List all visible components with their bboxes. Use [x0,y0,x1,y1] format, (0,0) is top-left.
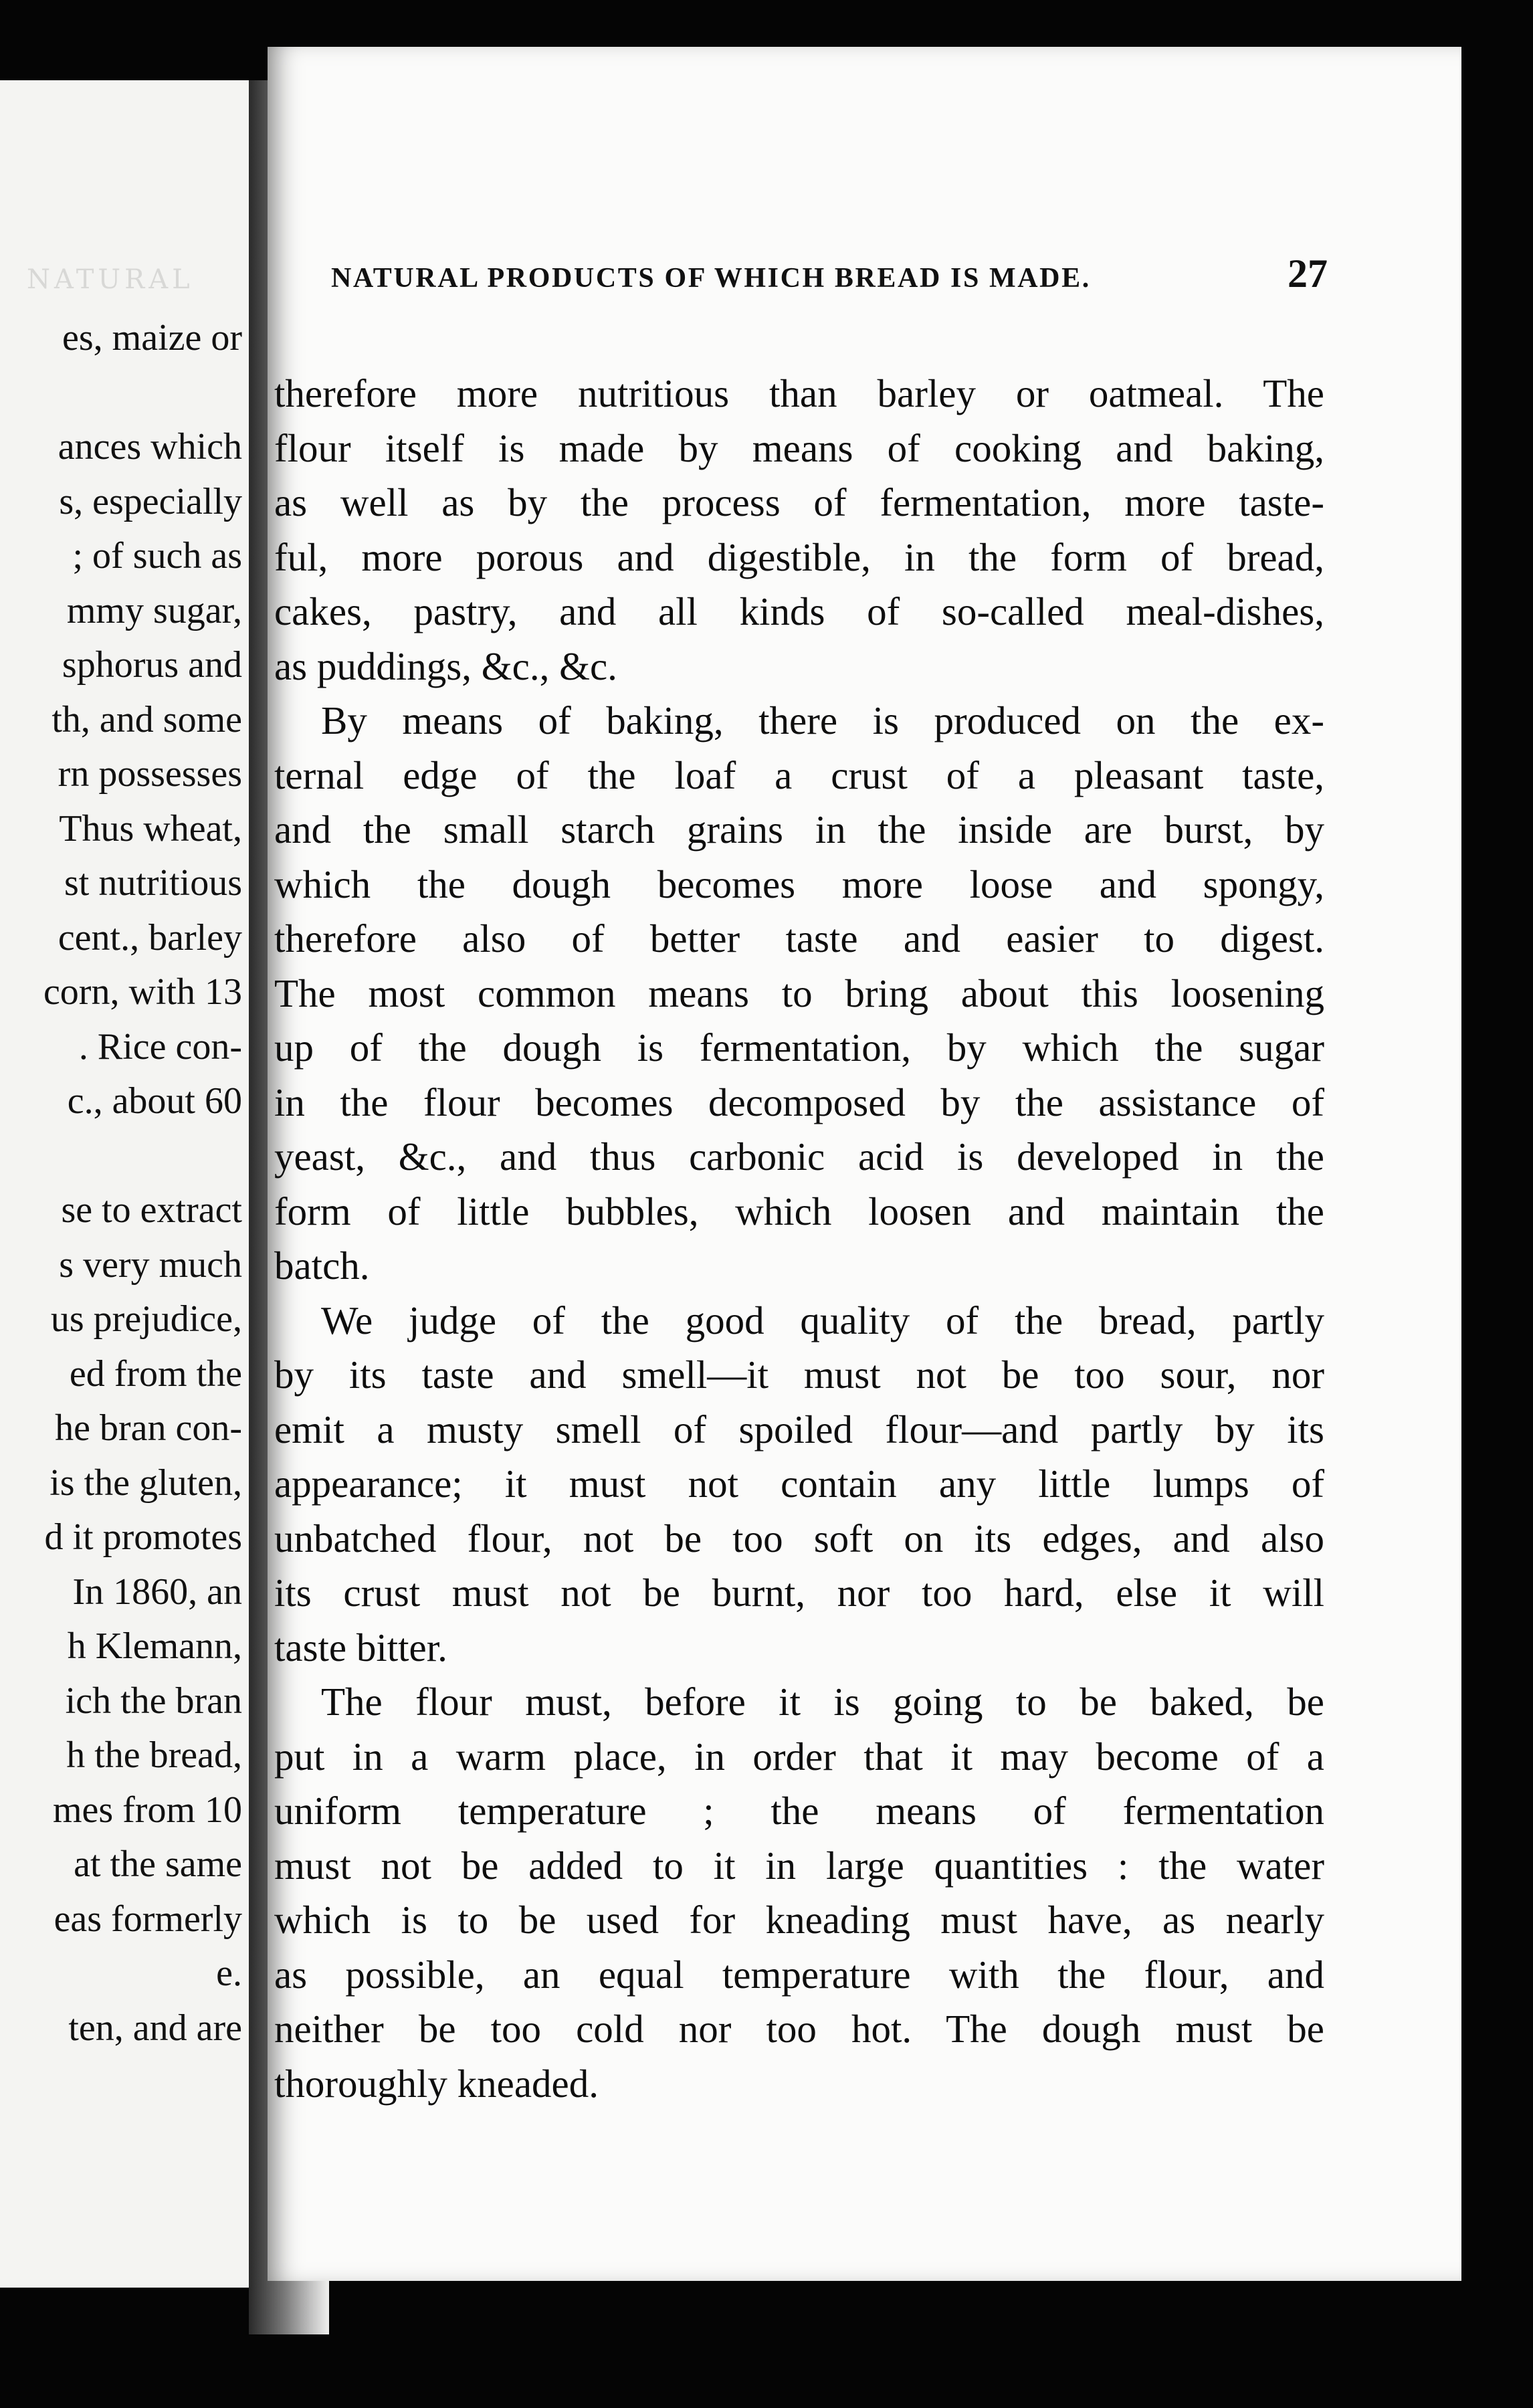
left-page-line: he bran con- [55,1407,242,1449]
text-line: must not be added to it in large quantities : the water [274,1843,1324,1888]
text-line: The flour must, before it is going to be baked, be [321,1680,1324,1724]
text-line: neither be too cold nor too hot. The dough must be [274,2007,1324,2051]
left-page-line: corn, with 13 [43,971,242,1013]
left-page-line: sphorus and [62,644,242,686]
left-page-line: mmy sugar, [66,589,242,631]
left-page-line: st nutritious [64,862,242,904]
left-page-line: es, maize or [62,317,242,359]
text-line: thoroughly kneaded. [274,2061,599,2106]
text-line: appearance; it must not contain any little lumps of [274,1462,1324,1506]
left-page-line: ich the bran [65,1680,242,1722]
left-page-line: eas formerly [54,1898,242,1940]
text-line: yeast, &c., and thus carbonic acid is developed in the [274,1134,1324,1179]
text-line: in the flour becomes decomposed by the assistance of [274,1080,1324,1124]
text-line: by its taste and smell—it must not be too sour, nor [274,1352,1324,1397]
text-line: as well as by the process of fermentation, more taste- [274,480,1324,524]
paragraph [274,1294,1324,1676]
text-line: as puddings, &c., &c. [274,643,617,688]
text-line: form of little bubbles, which loosen and maintain the [274,1189,1324,1233]
previous-page-fragment [0,80,254,2288]
text-line: and the small starch grains in the inside are burst, by [274,807,1324,851]
left-page-line: mes from 10 [52,1789,242,1831]
left-page-line: rn possesses [58,753,242,795]
text-line: taste bitter. [274,1625,447,1670]
left-page-line: . Rice con- [78,1025,242,1068]
left-page-line: s very much [59,1243,242,1286]
left-page-line: s, especially [59,480,242,522]
text-line: emit a musty smell of spoiled flour—and partly by its [274,1407,1324,1451]
left-page-ghost-header: NATURAL [27,264,194,295]
text-line: We judge of the good quality of the bread, partly [321,1298,1324,1342]
left-page-text-column [43,311,242,2055]
paragraph [274,367,1324,694]
left-page-line: e. [216,1952,242,1994]
left-page-line: us prejudice, [50,1298,242,1340]
text-line: which is to be used for kneading must have, as nearly [274,1898,1324,1942]
left-page-line: se to extract [61,1189,242,1231]
left-page-line: d it promotes [44,1516,242,1558]
left-page-line: c., about 60 [67,1080,242,1122]
left-page-line: cent., barley [58,916,242,959]
text-line: batch. [274,1243,370,1288]
left-page-line [43,366,242,421]
text-line: as possible, an equal temperature with the flour, and [274,1952,1324,1997]
text-line: its crust must not be burnt, nor too hard, else it will [274,1571,1324,1615]
left-page-line: is the gluten, [49,1462,242,1504]
text-line: uniform temperature ; the means of fermentation [274,1789,1324,1833]
text-line: The most common means to bring about this loosening [274,971,1324,1015]
left-page-line: at the same [74,1843,242,1885]
paragraph [274,1675,1324,2111]
text-line: flour itself is made by means of cooking and baking, [274,425,1324,470]
left-page-line [43,1129,242,1184]
page-body-text [274,367,1324,2111]
left-page-line: ten, and are [68,2007,242,2049]
text-line: ful, more porous and digestible, in the form of bread, [274,534,1324,579]
current-page [268,47,1461,2281]
page-number: 27 [1288,252,1328,296]
left-page-line: ; of such as [72,535,242,577]
text-line: cakes, pastry, and all kinds of so-called meal-dishes, [274,589,1324,633]
left-page-line: Thus wheat, [59,807,242,849]
text-line: therefore also of better taste and easier to digest. [274,916,1324,961]
text-line: which the dough becomes more loose and spongy, [274,862,1324,906]
text-line: ternal edge of the loaf a crust of a pleasant taste, [274,752,1324,797]
left-page-line: In 1860, an [72,1571,242,1613]
text-line: put in a warm place, in order that it may become of a [274,1734,1324,1779]
left-page-line: th, and some [52,698,242,740]
left-page-line: h Klemann, [67,1625,242,1667]
left-page-line: ances which [58,426,242,468]
text-line: By means of baking, there is produced on the ex- [321,698,1324,742]
left-page-line: ed from the [69,1352,242,1395]
paragraph [274,694,1324,1294]
text-line: unbatched flour, not be too soft on its edges, and also [274,1516,1324,1561]
text-line: therefore more nutritious than barley or oatmeal. The [274,371,1324,415]
text-line: up of the dough is fermentation, by which the sugar [274,1025,1324,1070]
running-title: NATURAL PRODUCTS OF WHICH BREAD IS MADE. [331,263,1091,294]
left-page-line: h the bread, [66,1734,242,1776]
running-head [331,251,1328,297]
